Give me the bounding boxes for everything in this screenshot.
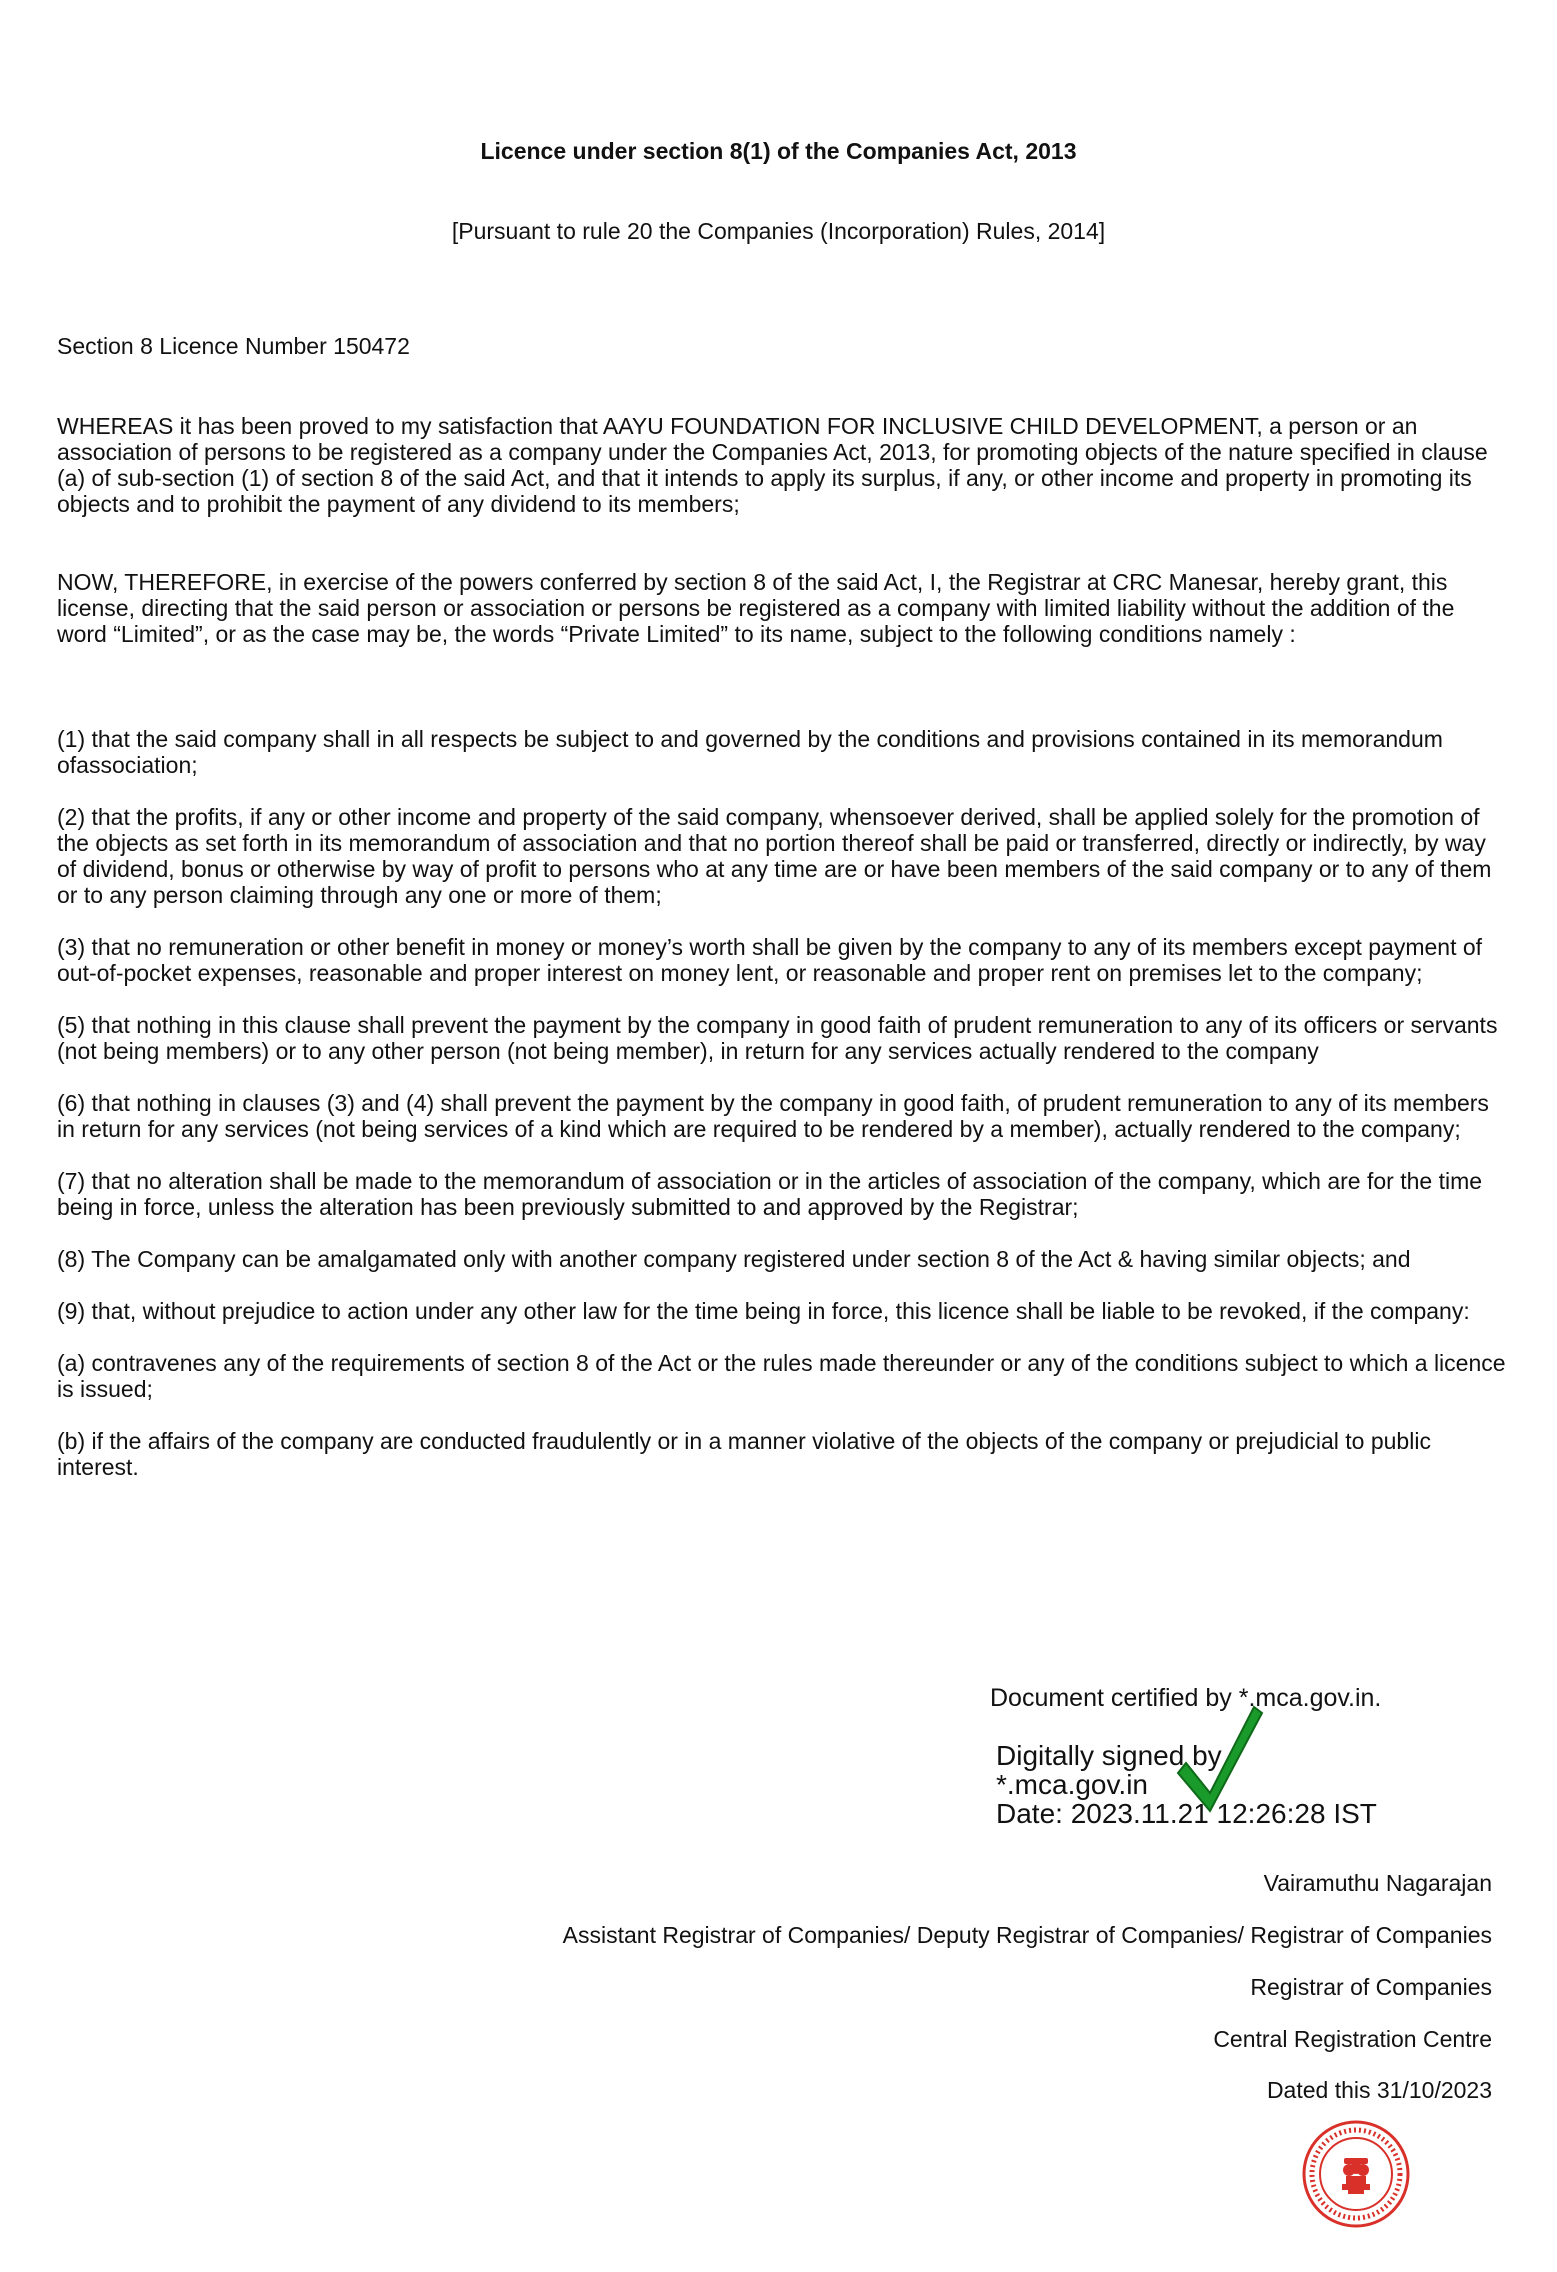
signed-domain-line: *.mca.gov.in [996,1769,1148,1800]
certified-by-text: Document certified by *.mca.gov.in. [990,1684,1382,1712]
signatory-office: Registrar of Companies [1250,1974,1492,2000]
now-therefore-text: NOW, THEREFORE, in exercise of the powers conferred by section 8 of the said Act, I, the Registrar at CRC Manesar, hereby grant, this license, directing that the said person or association or persons be registered as a company with limited liability without the addition of the word “Limited”, or as the case may be, the words “Private Limited” to its name, subject to the following conditions namely : [57,569,1455,647]
signed-date-line: Date: 2023.11.21 12:26:28 IST [996,1798,1377,1829]
digital-signature-block [990,1683,1470,1828]
whereas-text: WHEREAS it has been proved to my satisfaction that AAYU FOUNDATION FOR INCLUSIVE CHILD DEVELOPMENT, a person or an association of persons to be registered as a company under the Companies Act, 2013, for promoting objects of the nature specified in clause (a) of sub-section (1) of section 8 of the said Act, and that it intends to apply its surplus, if any, or other income and property in promoting its objects and to prohibit the payment of any dividend to its members; [57,413,1488,517]
document-title: Licence under section 8(1) of the Companies Act, 2013 [480,138,1077,164]
green-checkmark-icon [1170,1701,1270,1831]
clause-9: (9) that, without prejudice to action under any other law for the time being in force, this licence shall be liable to be revoked, if the company: [57,1298,1470,1324]
signatory-designation: Assistant Registrar of Companies/ Deputy Registrar of Companies/ Registrar of Companies [562,1922,1492,1948]
whereas-paragraph [57,413,1507,517]
clause-b: (b) if the affairs of the company are conducted fraudulently or in a manner violative of the objects of the company or prejudicial to public interest. [57,1428,1431,1480]
clause-3: (3) that no remuneration or other benefit in money or money’s worth shall be given by the company to any of its members except payment of out-of-pocket expenses, reasonable and proper interest on money lent, or reasonable and proper rent on premises let to the company; [57,934,1483,986]
document-subtitle: [Pursuant to rule 20 the Companies (Incorporation) Rules, 2014] [451,218,1106,244]
clause-6: (6) that nothing in clauses (3) and (4) shall prevent the payment by the company in good faith, of prudent remuneration to any of its members in return for any services (not being services of a kind which are required to be rendered by a member), actually rendered to the company; [57,1090,1489,1142]
signed-by-line: Digitally signed by [996,1740,1222,1771]
clause-a: (a) contravenes any of the requirements of section 8 of the Act or the rules made thereunder or any of the conditions subject to which a licence is issued; [57,1350,1506,1402]
clause-2: (2) that the profits, if any or other income and property of the said company, whensoever derived, shall be applied solely for the promotion of the objects as set forth in its memorandum of association and that no portion thereof shall be paid or transferred, directly or indirectly, by way of dividend, bonus or otherwise by way of profit to persons who at any time are or have been members of the said company or to any of them or to any person claiming through any one or more of them; [57,804,1492,908]
ministry-seal-icon [1300,2118,1412,2230]
now-therefore-paragraph [57,569,1507,647]
clause-7: (7) that no alteration shall be made to the memorandum of association or in the articles of association of the company, which are for the time being in force, unless the alteration has been previously submitted to and approved by the Registrar; [57,1168,1483,1220]
signatory-centre: Central Registration Centre [1213,2026,1492,2052]
clause-1: (1) that the said company shall in all respects be subject to and governed by the conditions and provisions contained in its memorandum ofassociation; [57,726,1443,778]
clause-8: (8) The Company can be amalgamated only with another company registered under section 8 of the Act & having similar objects; and [57,1246,1411,1272]
licence-number-text: Section 8 Licence Number 150472 [57,333,410,359]
conditions-list [57,726,1507,1506]
licence-number [57,333,1507,359]
signatory-date: Dated this 31/10/2023 [1266,2077,1492,2103]
clause-5: (5) that nothing in this clause shall prevent the payment by the company in good faith of prudent remuneration to any of its officers or servants (not being members) or to any other person (not being member), in return for any services actually rendered to the company [57,1012,1498,1064]
signatory-name: Vairamuthu Nagarajan [1263,1870,1492,1896]
